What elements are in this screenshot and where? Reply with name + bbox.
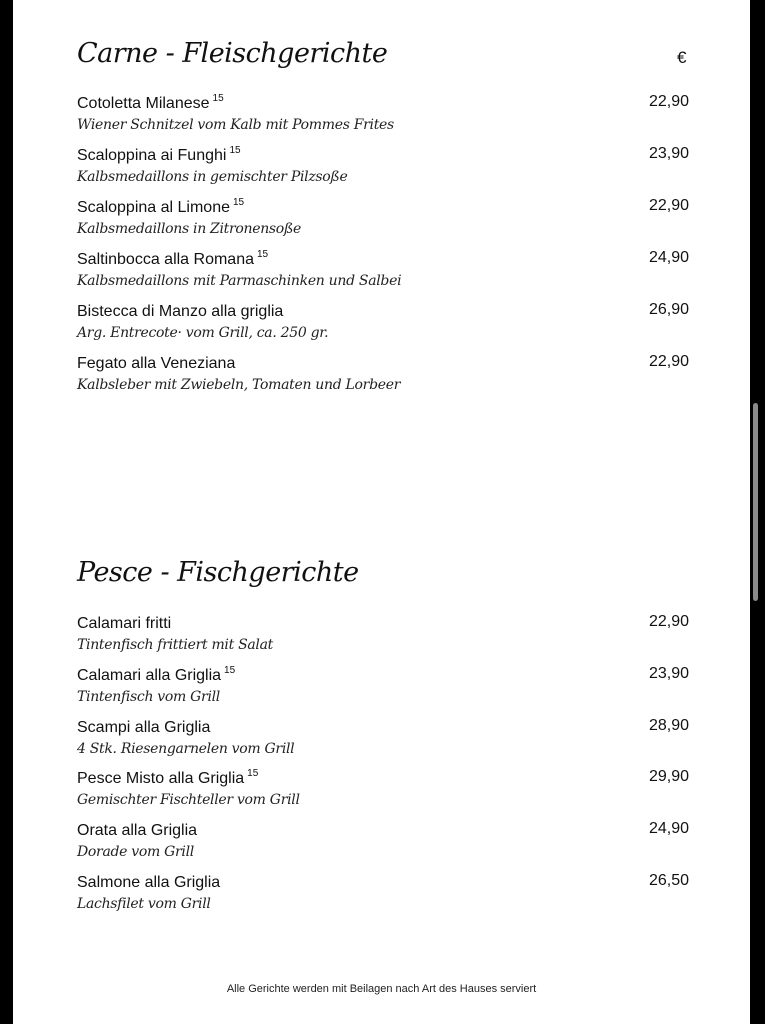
dish-price: 29,90 — [648, 768, 689, 785]
dish-price: 26,50 — [648, 872, 689, 889]
dish-item — [77, 145, 689, 197]
allergen-note: 15 — [224, 665, 236, 676]
dish-name: Fegato alla Veneziana — [77, 355, 236, 372]
scrollbar-thumb[interactable] — [753, 403, 758, 601]
dish-name: Scaloppina al Limone $^{15}$ — [77, 197, 245, 216]
section-title-carne: Carne - Fleischgerichte — [77, 38, 388, 69]
dish-description: Gemischter Fischteller vom Grill — [77, 792, 300, 808]
dish-price: 23,90 — [648, 145, 689, 162]
allergen-note: 15 — [212, 93, 224, 104]
dish-price: 24,90 — [648, 820, 689, 837]
dish-item — [77, 717, 689, 769]
dish-price: 22,90 — [648, 93, 689, 110]
dish-name: Scampi alla Griglia — [77, 719, 211, 736]
dish-name: Calamari alla Griglia $^{15}$ — [77, 665, 236, 684]
dish-item — [77, 665, 689, 717]
dish-name: Pesce Misto alla Griglia $^{15}$ — [77, 768, 259, 787]
dish-price: 22,90 — [648, 613, 689, 630]
dish-name: Saltinbocca alla Romana $^{15}$ — [77, 249, 269, 268]
dish-item — [77, 768, 689, 820]
dish-description: Tintenfisch vom Grill — [77, 689, 220, 705]
dish-price: 24,90 — [648, 249, 689, 266]
dish-item — [77, 93, 689, 145]
dish-item — [77, 613, 689, 665]
dish-description: Kalbsmedaillons in Zitronensoße — [77, 221, 301, 237]
allergen-note: 15 — [233, 197, 245, 208]
dish-description: Kalbsmedaillons mit Parmaschinken und Salbei — [77, 273, 402, 289]
dish-name: Bistecca di Manzo alla griglia — [77, 303, 284, 320]
dish-price: 22,90 — [648, 197, 689, 214]
dish-item — [77, 249, 689, 301]
section-title-pesce: Pesce - Fischgerichte — [77, 557, 359, 588]
dish-description: Dorade vom Grill — [77, 844, 194, 860]
dish-item — [77, 301, 689, 353]
dish-price: 23,90 — [648, 665, 689, 682]
dish-description: Tintenfisch frittiert mit Salat — [77, 637, 273, 653]
dish-description: Kalbsmedaillons in gemischter Pilzsoße — [77, 169, 348, 185]
dish-item — [77, 872, 689, 924]
dish-description: 4 Stk. Riesengarnelen vom Grill — [77, 741, 295, 757]
allergen-note: 15 — [229, 145, 241, 156]
currency-header: € — [677, 48, 687, 67]
dish-price: 22,90 — [648, 353, 689, 370]
allergen-note: 15 — [247, 768, 259, 779]
dish-description: Arg. Entrecote· vom Grill, ca. 250 gr. — [77, 325, 329, 341]
allergen-note: 15 — [257, 249, 269, 260]
footer-note: Alle Gerichte werden mit Beilagen nach Art des Hauses serviert — [226, 983, 537, 995]
dish-name: Cotoletta Milanese $^{15}$ — [77, 93, 224, 112]
dish-price: 28,90 — [648, 717, 689, 734]
dish-name: Orata alla Griglia — [77, 822, 198, 839]
dish-description: Kalbsleber mit Zwiebeln, Tomaten und Lorbeer — [77, 377, 401, 393]
dish-name: Salmone alla Griglia — [77, 874, 221, 891]
dish-description: Lachsfilet vom Grill — [77, 896, 211, 912]
dish-price: 26,90 — [648, 301, 689, 318]
dish-name: Scaloppina ai Funghi $^{15}$ — [77, 145, 241, 164]
dish-item — [77, 820, 689, 872]
menu-page — [13, 0, 750, 1024]
dish-name: Calamari fritti — [77, 615, 172, 632]
dish-description: Wiener Schnitzel vom Kalb mit Pommes Frites — [77, 117, 394, 133]
dish-item — [77, 197, 689, 249]
dish-item — [77, 353, 689, 405]
